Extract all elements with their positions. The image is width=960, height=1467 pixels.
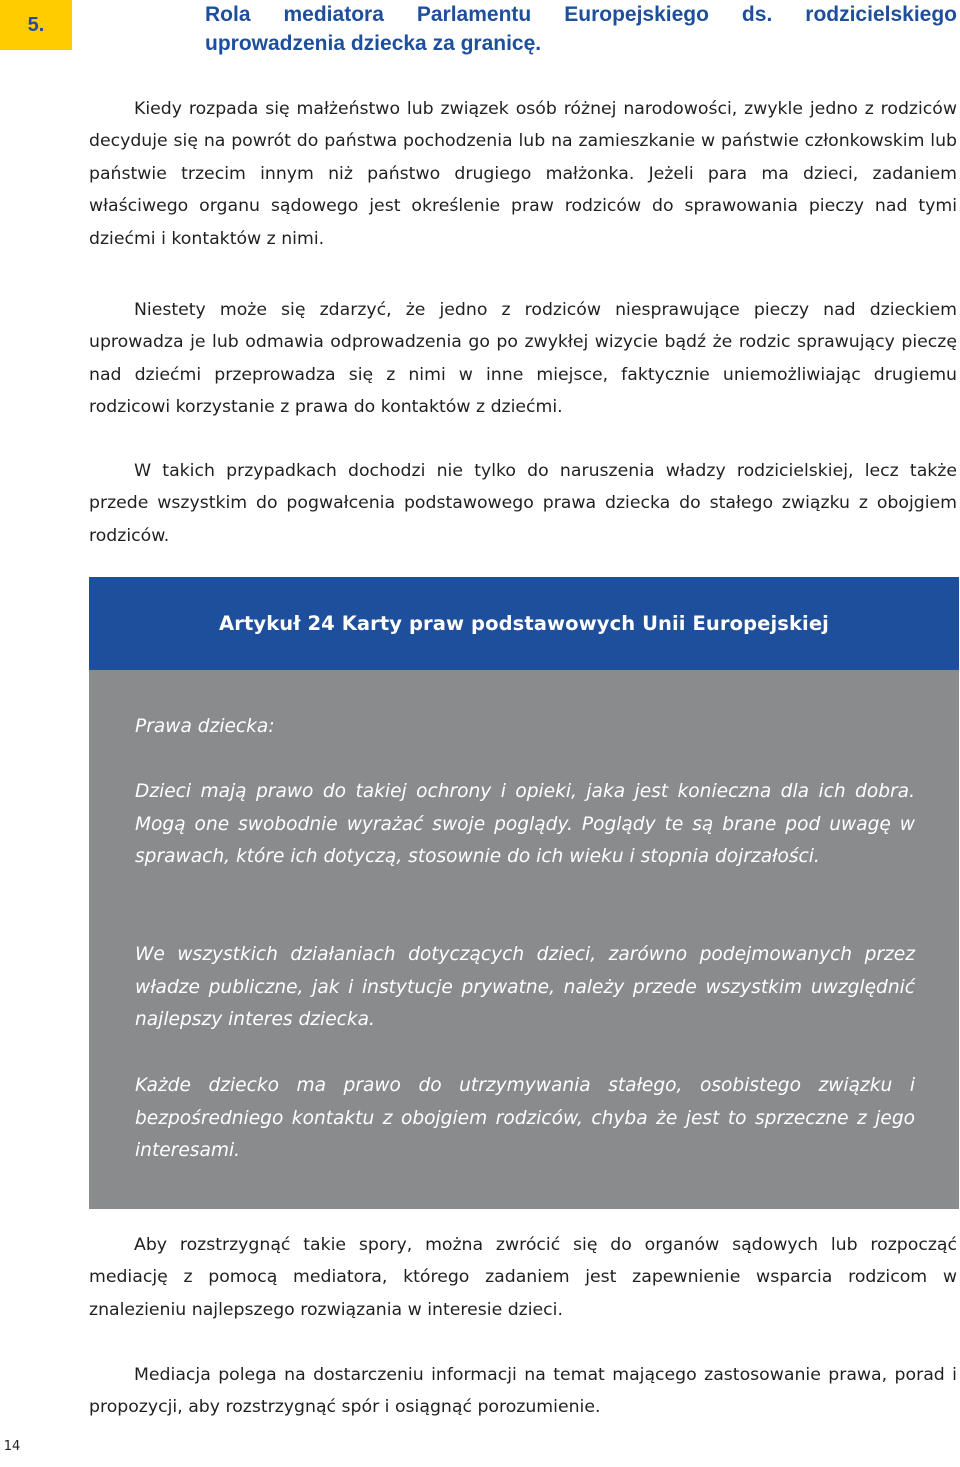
- paragraph-violation: W takich przypadkach dochodzi nie tylko do naruszenia władzy rodzicielskiej, lecz także przede wszystkim do pogwałcenia podstawowego prawa dziecka do stałego związku z obojgiem rodziców.: [89, 461, 957, 546]
- page-number: 14: [3, 1439, 21, 1454]
- paragraph-intro: Kiedy rozpada się małżeństwo lub związek osób różnej narodowości, zwykle jedno z rodziców decyduje się na powrót do państwa pochodzenia lub na zamieszkanie w państwie członkowskim lub państwie trzecim innym niż państwo drugiego małżonka. Jeżeli para ma dzieci, zadaniem właściwego organu sądowego jest określenie praw rodziców do sprawowania pieczy nad tymi dziećmi i kontaktów z nimi.: [89, 99, 957, 249]
- article-label: Prawa dziecka:: [135, 716, 275, 737]
- section-title: Rola mediatora Parlamentu Europejskiego ds. rodzicielskiego uprowadzenia dziecka za granicę.: [205, 3, 957, 55]
- article-title: Artykuł 24 Karty praw podstawowych Unii Europejskiej: [219, 612, 829, 635]
- article-quote-box: [89, 670, 959, 1209]
- paragraph-abduction: Niestety może się zdarzyć, że jedno z rodziców niesprawujące pieczy nad dzieckiem uprowadza je lub odmawia odprowadzenia go po zwykłej wizycie bądź że rodzic sprawujący pieczę nad dziećmi przeprowadza się z nimi w inne miejsce, faktycznie uniemożliwiając drugiemu rodzicowi korzystanie z prawa do kontaktów z dziećmi.: [89, 300, 957, 418]
- section-number: 5.: [27, 13, 45, 36]
- article-point: Dzieci mają prawo do takiej ochrony i opieki, jaka jest konieczna dla ich dobra. Mogą one swobodnie wyrażać swoje poglądy. Poglądy te są brane pod uwagę w sprawach, które ich dotyczą, stosownie do ich wieku i stopnia dojrzałości.: [135, 781, 915, 868]
- paragraph-resolution: Aby rozstrzygnąć takie spory, można zwrócić się do organów sądowych lub rozpocząć mediację z pomocą mediatora, którego zadaniem jest zapewnienie wsparcia rodzicom w znalezieniu najlepszego rozwiązania w interesie dzieci.: [89, 1235, 957, 1320]
- section-number-badge: [0, 0, 72, 50]
- paragraph-mediation: Mediacja polega na dostarczeniu informacji na temat mającego zastosowanie prawa, porad i propozycji, aby rozstrzygnąć spór i osiągnąć porozumienie.: [89, 1365, 957, 1418]
- article-point: Każde dziecko ma prawo do utrzymywania stałego, osobistego związku i bezpośredniego kontaktu z obojgiem rodziców, chyba że jest to sprzeczne z jego interesami.: [135, 1075, 915, 1162]
- article-header: [89, 577, 959, 670]
- article-point: We wszystkich działaniach dotyczących dzieci, zarówno podejmowanych przez władze publiczne, jak i instytucje prywatne, należy przede wszystkim uwzględnić najlepszy interes dziecka.: [135, 944, 915, 1031]
